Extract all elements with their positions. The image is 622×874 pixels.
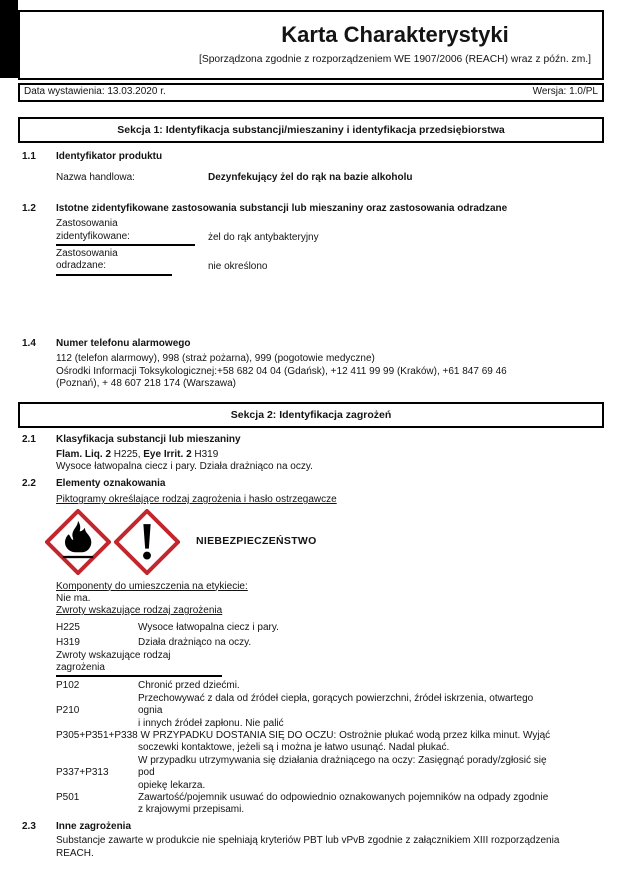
precautionary-text-line: opiekę lekarza.	[138, 779, 206, 791]
precautionary-statement-row	[56, 730, 604, 755]
hazard-text: Działa drażniąco na oczy.	[138, 637, 252, 649]
issue-date: Data wystawienia: 13.03.2020 r.	[24, 86, 166, 98]
subsection-number: 1.4	[22, 337, 36, 349]
date-version-bar	[18, 83, 604, 102]
precautionary-statement-row	[56, 755, 604, 792]
advised-against-value: nie określono	[208, 261, 268, 273]
precautionary-statement-row	[56, 680, 604, 692]
precautionary-code: P210	[56, 705, 80, 717]
hazard-statement-row	[56, 637, 604, 649]
subsection-number: 1.2	[22, 202, 36, 214]
exclamation-pictogram-icon	[114, 509, 180, 575]
precautionary-code: P305+P351+P338	[56, 729, 138, 741]
precautionary-text-line: z krajowymi przepisami.	[138, 804, 245, 816]
subsection-2-3	[18, 821, 604, 833]
identified-uses-label	[56, 218, 195, 246]
classification-line	[56, 449, 604, 461]
other-hazards-line2: REACH.	[56, 847, 94, 859]
signal-word: NIEBEZPIECZEŃSTWO	[196, 535, 317, 548]
trade-name-value: Dezynfekujący żel do rąk na bazie alkoholu	[208, 172, 413, 184]
subsection-heading: Elementy oznakowania	[56, 477, 166, 489]
other-hazards-line1: Substancje zawarte w produkcie nie spełniają kryteriów PBT lub vPvB zgodnie z załącznikiem XIII rozporządzenia	[56, 835, 560, 847]
hazard-class-1: Flam. Liq. 2	[56, 448, 112, 460]
advised-against-row	[56, 248, 604, 276]
advised-against-label-line2: odradzane:	[56, 260, 107, 272]
subsection-heading: Inne zagrożenia	[56, 820, 132, 832]
hazard-statement-row	[56, 622, 604, 634]
precautionary-code: P501	[56, 792, 80, 803]
classification-description: Wysoce łatwopalna ciecz i pary. Działa drażniąco na oczy.	[56, 461, 313, 473]
precautionary-text-line: W PRZYPADKU DOSTANIA SIĘ DO OCZU: Ostrożnie płukać wodą przez kilka minut. Wyjąć	[140, 729, 551, 741]
precautionary-text	[138, 792, 604, 817]
precautionary-text-line: Zawartość/pojemnik usuwać do odpowiednio oznakowanych pojemników na odpady zgodnie	[138, 792, 549, 803]
subsection-number: 2.2	[22, 477, 36, 489]
hazard-text: Wysoce łatwopalna ciecz i pary.	[138, 621, 279, 633]
scan-artifact	[0, 0, 18, 78]
subsection-number: 2.1	[22, 434, 36, 446]
label-components-heading: Komponenty do umieszczenia na etykiecie:	[56, 580, 248, 592]
precautionary-text-line: i innych źródeł zapłonu. Nie palić	[138, 717, 284, 729]
identified-uses-label-line1: Zastosowania	[56, 218, 118, 230]
precautionary-statement-row	[56, 693, 604, 730]
hazard-code-1: H225,	[111, 448, 144, 460]
precautionary-text-line: pod	[138, 767, 155, 779]
section1-header	[18, 117, 604, 143]
document-subtitle: [Sporządzona zgodnie z rozporządzeniem WE 1907/2006 (REACH) wraz z późn. zm.]	[198, 54, 592, 66]
subsection-1-2	[18, 203, 604, 215]
subsection-heading: Identyfikator produktu	[56, 151, 163, 162]
document-header	[18, 10, 604, 80]
subsection-1-1	[18, 151, 604, 163]
hazard-statements-heading: Zwroty wskazujące rodzaj zagrożenia	[56, 605, 223, 617]
precautionary-heading-line2: zagrożenia	[56, 661, 105, 673]
section2-title: Sekcja 2: Identyfikacja zagrożeń	[230, 409, 392, 422]
emergency-phones-line1: 112 (telefon alarmowy), 998 (straż pożarna), 999 (pogotowie medyczne)	[56, 353, 375, 365]
advised-against-label	[56, 248, 172, 276]
subsection-number: 1.1	[22, 151, 36, 162]
precautionary-text-line: ognia	[138, 705, 163, 717]
emergency-phones-line2: Ośrodki Informacji Toksykologicznej:+58 682 04 04 (Gdańsk), +12 411 99 99 (Kraków), +61 847 69 46	[56, 365, 507, 377]
flame-pictogram-icon	[45, 509, 111, 575]
flame-baseline	[63, 555, 93, 557]
exclamation-dot	[143, 551, 151, 559]
precautionary-text-line: Przechowywać z dala od źródeł ciepła, gorących powierzchni, źródeł iskrzenia, otwartego	[138, 692, 534, 704]
subsection-1-4	[18, 338, 604, 350]
subsection-heading: Klasyfikacja substancji lub mieszaniny	[56, 434, 241, 446]
hazard-code: H225	[56, 621, 80, 633]
section2-header	[18, 402, 604, 428]
hazard-code-2: H319	[191, 448, 219, 460]
subsection-number: 2.3	[22, 820, 36, 832]
precautionary-statements-heading	[56, 650, 222, 678]
subsection-heading: Numer telefonu alarmowego	[56, 337, 191, 349]
precautionary-text	[138, 693, 604, 730]
subsection-2-2	[18, 478, 604, 490]
hazard-class-2: Eye Irrit. 2	[143, 448, 192, 460]
document-title: Karta Charakterystyki	[281, 22, 509, 48]
trade-name-row	[56, 172, 604, 184]
precautionary-heading-line1: Zwroty wskazujące rodzaj	[56, 649, 171, 661]
subsection-heading: Istotne zidentyfikowane zastosowania substancji lub mieszaniny oraz zastosowania odradzane	[56, 202, 508, 214]
precautionary-code: P102	[56, 680, 80, 692]
section1-title: Sekcja 1: Identyfikacja substancji/mieszaniny i identyfikacja przedsiębiorstwa	[117, 123, 505, 136]
label-components-value: Nie ma.	[56, 592, 91, 604]
advised-against-label-line1: Zastosowania	[56, 248, 118, 260]
precautionary-text-line: soczewki kontaktowe, jeżeli są i można je łatwo usunąć. Nadal płukać.	[138, 742, 450, 754]
precautionary-code: P337+P313	[56, 767, 109, 779]
identified-uses-label-line2: zidentyfikowane:	[56, 230, 130, 242]
precautionary-text-line: W przypadku utrzymywania się działania drażniącego na oczy: Zasięgnąć porady/zgłosić się	[138, 754, 547, 766]
pictograms-heading: Piktogramy określające rodzaj zagrożenia i hasło ostrzegawcze	[56, 494, 337, 506]
emergency-phones-line3: (Poznań), + 48 607 218 174 (Warszawa)	[56, 378, 237, 390]
hazard-code: H319	[56, 637, 80, 649]
precautionary-text	[138, 755, 604, 792]
document-header-inner	[188, 23, 602, 66]
identified-uses-row	[56, 218, 604, 246]
trade-name-label: Nazwa handlowa:	[56, 172, 135, 184]
precautionary-statement-row	[56, 792, 604, 817]
identified-uses-value: żel do rąk antybakteryjny	[208, 231, 319, 243]
version-label: Wersja: 1.0/PL	[532, 86, 598, 98]
pictogram-row	[45, 509, 604, 575]
precautionary-text: Chronić przed dziećmi.	[138, 680, 240, 692]
subsection-2-1	[18, 434, 604, 446]
